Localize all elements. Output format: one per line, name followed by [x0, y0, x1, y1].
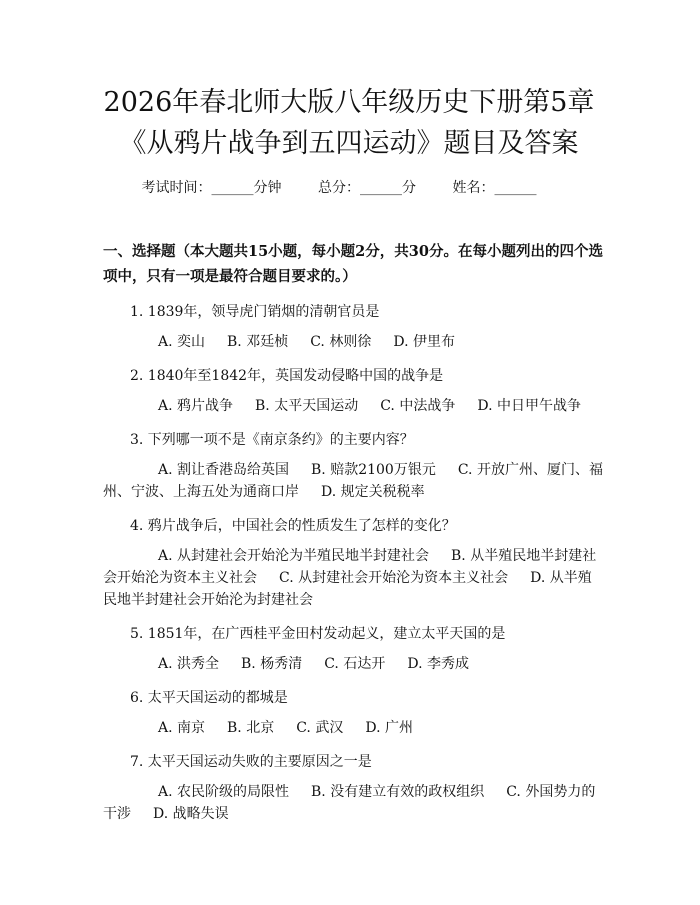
option-b: B. 太平天国运动: [255, 398, 359, 414]
option-c: C. 从封建社会开始沦为资本主义社会: [279, 570, 509, 586]
option-a: A. 割让香港岛给英国: [158, 462, 290, 478]
question-6: [103, 687, 605, 739]
title-line-1: 2026年春北师大版八年级历史下册第5章: [103, 87, 595, 118]
option-a: A. 从封建社会开始沦为半殖民地半封建社会: [158, 548, 430, 564]
question-4: [103, 515, 605, 611]
name-field: 姓名：______: [452, 180, 537, 196]
option-b: B. 没有建立有效的政权组织: [311, 784, 485, 800]
page-title: [43, 0, 655, 164]
option-c: C. 开放广州、厦门、福州、宁波、上海五处为通商口岸: [103, 462, 603, 500]
option-d: D. 战略失误: [153, 806, 229, 822]
option-d: D. 伊里布: [393, 334, 455, 350]
option-b: B. 北京: [227, 720, 275, 736]
option-c: C. 武汉: [296, 720, 344, 736]
question-list: [103, 301, 605, 825]
question-options: [103, 395, 605, 417]
question-options: [103, 459, 605, 503]
option-b: B. 杨秀清: [241, 656, 303, 672]
option-c: C. 石达开: [324, 656, 386, 672]
question-options: [103, 653, 605, 675]
option-d: D. 广州: [365, 720, 413, 736]
question-1: [103, 301, 605, 353]
question-options: [103, 781, 605, 825]
title-line-2: 《从鸦片战争到五四运动》题目及答案: [119, 128, 579, 159]
question-stem: 6. 太平天国运动的都城是: [130, 690, 288, 706]
question-2: [103, 365, 605, 417]
question-options: [103, 545, 605, 611]
option-c: C. 中法战争: [380, 398, 456, 414]
option-a: A. 南京: [158, 720, 206, 736]
section-heading: 一、选择题（本大题共15小题，每小题2分，共30分。在每小题列出的四个选项中，只有一项是最符合题目要求的。）: [103, 243, 603, 285]
question-stem: 3. 下列哪一项不是《南京条约》的主要内容？: [130, 432, 414, 448]
question-7: [103, 751, 605, 825]
question-stem: 1. 1839年，领导虎门销烟的清朝官员是: [130, 304, 380, 320]
option-b: B. 邓廷桢: [227, 334, 289, 350]
question-5: [103, 623, 605, 675]
option-d: D. 从半殖民地半封建社会开始沦为封建社会: [103, 570, 592, 608]
option-c: C. 外国势力的干涉: [103, 784, 596, 822]
option-a: A. 洪秀全: [158, 656, 220, 672]
question-stem: 7. 太平天国运动失败的主要原因之一是: [130, 754, 372, 770]
question-options: [103, 331, 605, 353]
option-a: A. 奕山: [158, 334, 206, 350]
option-a: A. 鸦片战争: [158, 398, 234, 414]
option-c: C. 林则徐: [310, 334, 372, 350]
question-3: [103, 429, 605, 503]
option-a: A. 农民阶级的局限性: [158, 784, 290, 800]
question-options: [103, 717, 605, 739]
option-b: B. 赔款2100万银元: [311, 462, 436, 478]
question-stem: 2. 1840年至1842年，英国发动侵略中国的战争是: [130, 368, 444, 384]
option-b: B. 从半殖民地半封建社会开始沦为资本主义社会: [103, 548, 597, 586]
question-stem: 5. 1851年，在广西桂平金田村发动起义，建立太平天国的是: [130, 626, 506, 642]
exam-time-field: 考试时间：______分钟: [141, 180, 282, 196]
option-d: D. 李秀成: [407, 656, 469, 672]
total-score-field: 总分：______分: [318, 180, 416, 196]
option-d: D. 中日甲午战争: [477, 398, 581, 414]
question-stem: 4. 鸦片战争后，中国社会的性质发生了怎样的变化？: [130, 518, 456, 534]
exam-meta: [73, 177, 605, 197]
option-d: D. 规定关税税率: [321, 484, 425, 500]
